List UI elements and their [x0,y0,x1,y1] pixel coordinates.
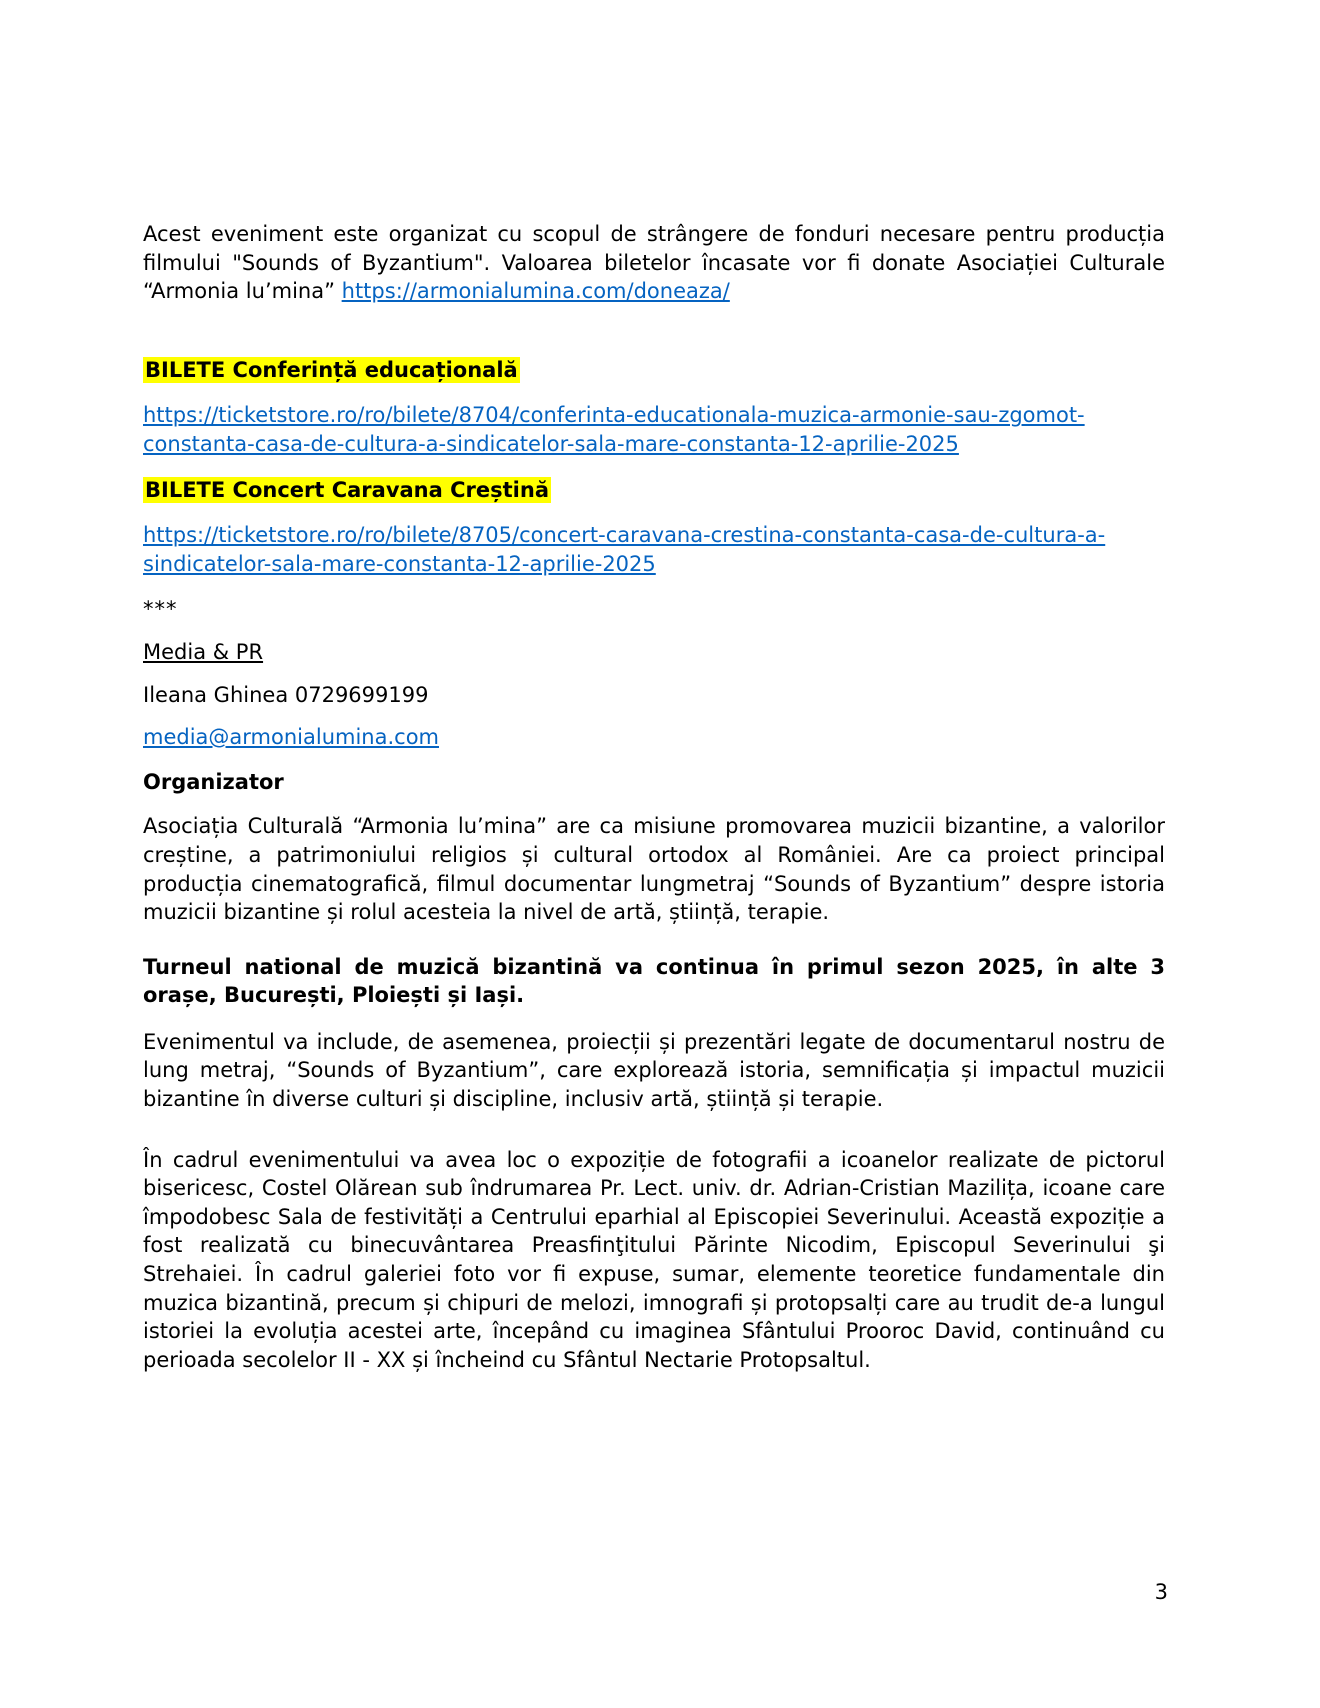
section-separator: *** [143,597,178,622]
organizer-description: Asociația Culturală “Armonia lu’mina” are ca misiune promovarea muzicii bizantine, a valorilor creștine, a patrimoniului religios și cultural ortodox al României. Are ca proiect principal producția cinematografică, filmul documentar lungmetraj “Sounds of Byzantium” despre istoria muzicii bizantine și rolul acesteia la nivel de artă, știință, terapie. [143,814,1165,925]
media-pr-contact: Ileana Ghinea 0729699199 [143,682,429,707]
ticket-heading-concert [143,476,1165,505]
media-pr-email-paragraph [143,723,1165,752]
page-number: 3 [1154,1580,1168,1604]
organizer-heading: Organizator [143,769,284,794]
media-pr-heading [143,638,1165,667]
media-pr-email-link[interactable]: media@armonialumina.com [143,725,439,750]
ticket-heading-conference-highlight: BILETE Conferință educațională [145,357,518,382]
exhibition-paragraph: În cadrul evenimentului va avea loc o expoziție de fotografii a icoanelor realizate de pictorul bisericesc, Costel Olărean sub îndrumarea Pr. Lect. univ. dr. Adrian-Cristian Mazilița, icoane care împodobesc Sala de festivități a Centrului eparhial al Episcopiei Severinului. Această expoziție a fost realizată cu binecuvântarea Preasfinţitului Părinte Nicodim, Episcopul Severinului şi Strehaiei. În cadrul galeriei foto vor fi expuse, sumar, elemente teoretice fundamentale din muzica bizantină, precum și chipuri de melozi, imnografi și protopsalți care au trudit de-a lungul istoriei la evoluția acestei arte, începând cu imaginea Sfântului Prooroc David, continuând cu perioada secolelor II - XX și încheind cu Sfântul Nectarie Protopsaltul. [143,1147,1165,1372]
donation-link[interactable]: https://armonialumina.com/doneaza/ [341,279,730,304]
ticket-link-conference[interactable]: https://ticketstore.ro/ro/bilete/8704/conferinta-educationala-muzica-armonie-sau-zgomot-constanta-casa-de-cultura-a-sindicatelor-sala-mare-constanta-12-aprilie-2025 [143,403,1085,456]
intro-paragraph [143,220,1165,306]
tour-announcement: Turneul national de muzică bizantină va continua în primul sezon 2025, în alte 3 orașe, București, Ploiești și Iași. [143,954,1165,1008]
ticket-heading-concert-highlight: BILETE Concert Caravana Creștină [145,477,549,502]
document-content [143,220,1165,1374]
ticket-heading-conference [143,356,1165,385]
media-pr-heading-text: Media & PR [143,639,264,664]
ticket-link-concert[interactable]: https://ticketstore.ro/ro/bilete/8705/concert-caravana-crestina-constanta-casa-de-cultura-a-sindicatelor-sala-mare-constanta-12-aprilie-2025 [143,523,1106,576]
ticket-link-conference-paragraph [143,401,1165,458]
ticket-link-concert-paragraph [143,521,1165,578]
event-includes-paragraph: Evenimentul va include, de asemenea, proiecții și prezentări legate de documentarul nostru de lung metraj, “Sounds of Byzantium”, care explorează istoria, semnificația și impactul muzicii bizantine în diverse culturi și discipline, inclusiv artă, știință și terapie. [143,1029,1165,1112]
intro-text: Acest eveniment este organizat cu scopul de strângere de fonduri necesare pentru producția filmului "Sounds of Byzantium". Valoarea biletelor încasate vor fi donate Asociației Culturale “Armonia lu’mina” [143,222,1165,304]
